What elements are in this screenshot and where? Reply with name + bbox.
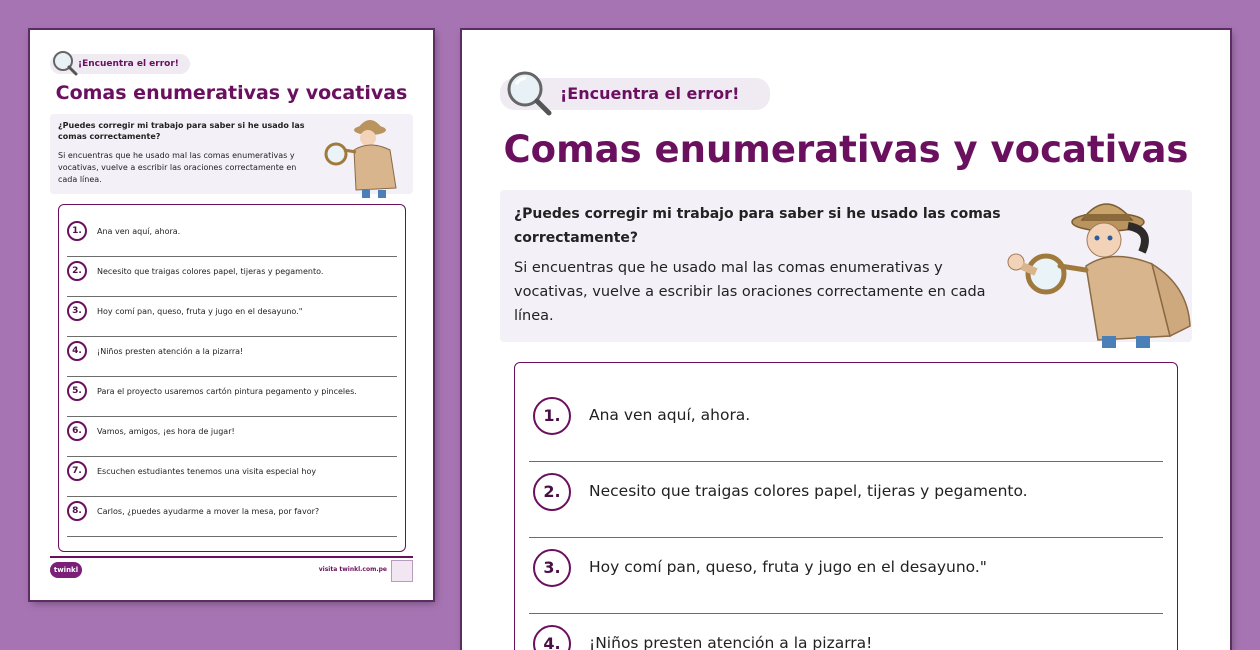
intro-instructions: Si encuentras que he usado mal las comas enumerativas y vocativas, vuelve a escribir las oraciones correctamente en cada línea. <box>58 151 297 184</box>
item-sentence: Vamos, amigos, ¡es hora de jugar! <box>97 427 235 436</box>
item-number: 3. <box>67 301 87 321</box>
item-sentence: Escuchen estudiantes tenemos una visita especial hoy <box>97 467 317 476</box>
worksheet-zoomed <box>462 30 1230 650</box>
answer-line[interactable] <box>67 296 397 297</box>
item-number: 4. <box>67 341 87 361</box>
item-number: 6. <box>67 421 87 441</box>
magnifying-glass-icon <box>52 50 78 76</box>
item-sentence: Ana ven aquí, ahora. <box>589 406 751 424</box>
footer-divider <box>50 556 413 558</box>
answer-line[interactable] <box>529 613 1163 614</box>
item-number: 2. <box>67 261 87 281</box>
item-sentence: Hoy comí pan, queso, fruta y jugo en el desayuno." <box>589 558 987 576</box>
detective-illustration <box>310 110 410 198</box>
item-sentence: Carlos, ¿puedes ayudarme a mover la mesa, por favor? <box>97 507 320 516</box>
answer-line[interactable] <box>67 416 397 417</box>
item-number: 1. <box>67 221 87 241</box>
intro-instructions: Si encuentras que he usado mal las comas enumerativas y vocativas, vuelve a escribir las oraciones correctamente en cada línea. <box>514 260 986 324</box>
answer-line[interactable] <box>67 536 397 537</box>
page-title: Comas enumerativas y vocativas <box>503 128 1189 171</box>
answer-line[interactable] <box>67 336 397 337</box>
item-number: 8. <box>67 501 87 521</box>
intro-question: ¿Puedes corregir mi trabajo para saber si he usado las comas correctamente? <box>58 121 305 141</box>
answer-line[interactable] <box>67 496 397 497</box>
footer-url: visita twinkl.com.pe <box>318 566 387 573</box>
worksheet-thumbnail <box>30 30 433 600</box>
item-sentence: ¡Niños presten atención a la pizarra! <box>589 634 873 650</box>
item-number: 3. <box>533 549 571 587</box>
twinkl-logo: twinkl <box>50 562 82 578</box>
item-number: 2. <box>533 473 571 511</box>
quality-badge-icon <box>391 560 413 582</box>
detective-illustration <box>1002 186 1198 348</box>
item-sentence: ¡Niños presten atención a la pizarra! <box>97 347 244 356</box>
intro-question: ¿Puedes corregir mi trabajo para saber si he usado las comas correctamente? <box>514 206 1001 246</box>
answer-line[interactable] <box>67 256 397 257</box>
item-number: 7. <box>67 461 87 481</box>
sentence-list <box>514 362 1178 650</box>
item-number: 4. <box>533 625 571 650</box>
answer-line[interactable] <box>529 461 1163 462</box>
answer-line[interactable] <box>67 376 397 377</box>
find-error-badge: ¡Encuentra el error! <box>500 78 770 110</box>
answer-line[interactable] <box>67 456 397 457</box>
magnifying-glass-icon <box>506 70 552 116</box>
item-sentence: Necesito que traigas colores papel, tijeras y pegamento. <box>589 482 1028 500</box>
item-sentence: Para el proyecto usaremos cartón pintura pegamento y pinceles. <box>97 387 357 396</box>
item-sentence: Necesito que traigas colores papel, tijeras y pegamento. <box>97 267 324 276</box>
item-number: 5. <box>67 381 87 401</box>
item-sentence: Ana ven aquí, ahora. <box>97 227 181 236</box>
item-number: 1. <box>533 397 571 435</box>
page-title: Comas enumerativas y vocativas <box>55 82 408 104</box>
answer-line[interactable] <box>529 537 1163 538</box>
item-sentence: Hoy comí pan, queso, fruta y jugo en el desayuno." <box>97 307 303 316</box>
sentence-list <box>58 204 406 552</box>
find-error-badge: ¡Encuentra el error! <box>50 54 190 74</box>
